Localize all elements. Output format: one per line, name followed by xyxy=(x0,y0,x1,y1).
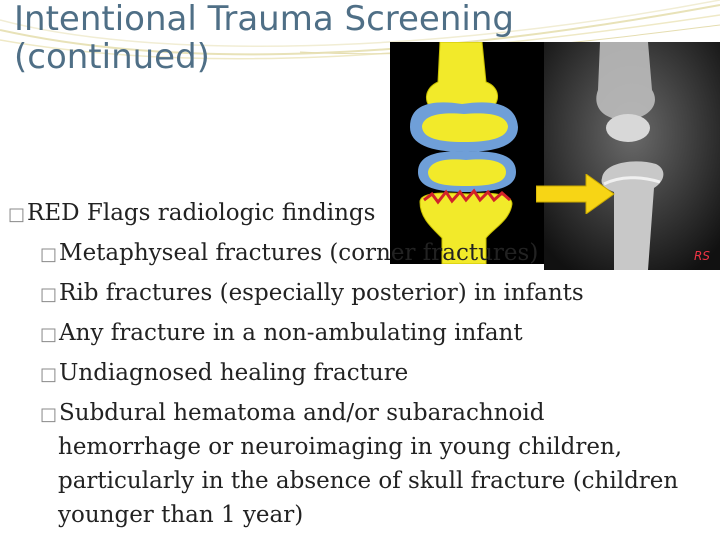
bullet-mark-icon: □ xyxy=(40,404,58,425)
bullet-item-text: Metaphyseal fractures (corner fractures) xyxy=(59,240,539,266)
bullet-item xyxy=(40,320,523,348)
xray-watermark: RS xyxy=(694,249,710,263)
knee-bone-illustration xyxy=(390,42,544,264)
bullet-item-text: Any fracture in a non-ambulating infant xyxy=(59,320,523,346)
bullet-main-text: RED Flags radiologic findings xyxy=(27,200,376,226)
yellow-arrow-icon xyxy=(536,174,616,214)
bullet-continuation: particularly in the absence of skull fracture (children xyxy=(58,468,679,494)
bullet-continuation: younger than 1 year) xyxy=(58,502,304,528)
bullet-item xyxy=(40,280,584,308)
title-line-2: (continued) xyxy=(14,37,210,77)
bullet-item xyxy=(40,240,538,268)
bullet-main xyxy=(8,200,375,228)
xray-image xyxy=(544,42,720,270)
bullet-mark-icon: □ xyxy=(8,204,26,225)
title-line-1: Intentional Trauma Screening xyxy=(14,0,514,39)
bullet-item-text: Subdural hematoma and/or subarachnoid xyxy=(59,400,545,426)
bullet-item xyxy=(40,400,544,428)
bullet-mark-icon: □ xyxy=(40,244,58,265)
bullet-continuation: hemorrhage or neuroimaging in young children, xyxy=(58,434,623,460)
bullet-item-text: Undiagnosed healing fracture xyxy=(59,360,409,386)
bullet-mark-icon: □ xyxy=(40,284,58,305)
bullet-item xyxy=(40,360,408,388)
bullet-mark-icon: □ xyxy=(40,324,58,345)
bullet-mark-icon: □ xyxy=(40,364,58,385)
bullet-item-text: Rib fractures (especially posterior) in infants xyxy=(59,280,584,306)
